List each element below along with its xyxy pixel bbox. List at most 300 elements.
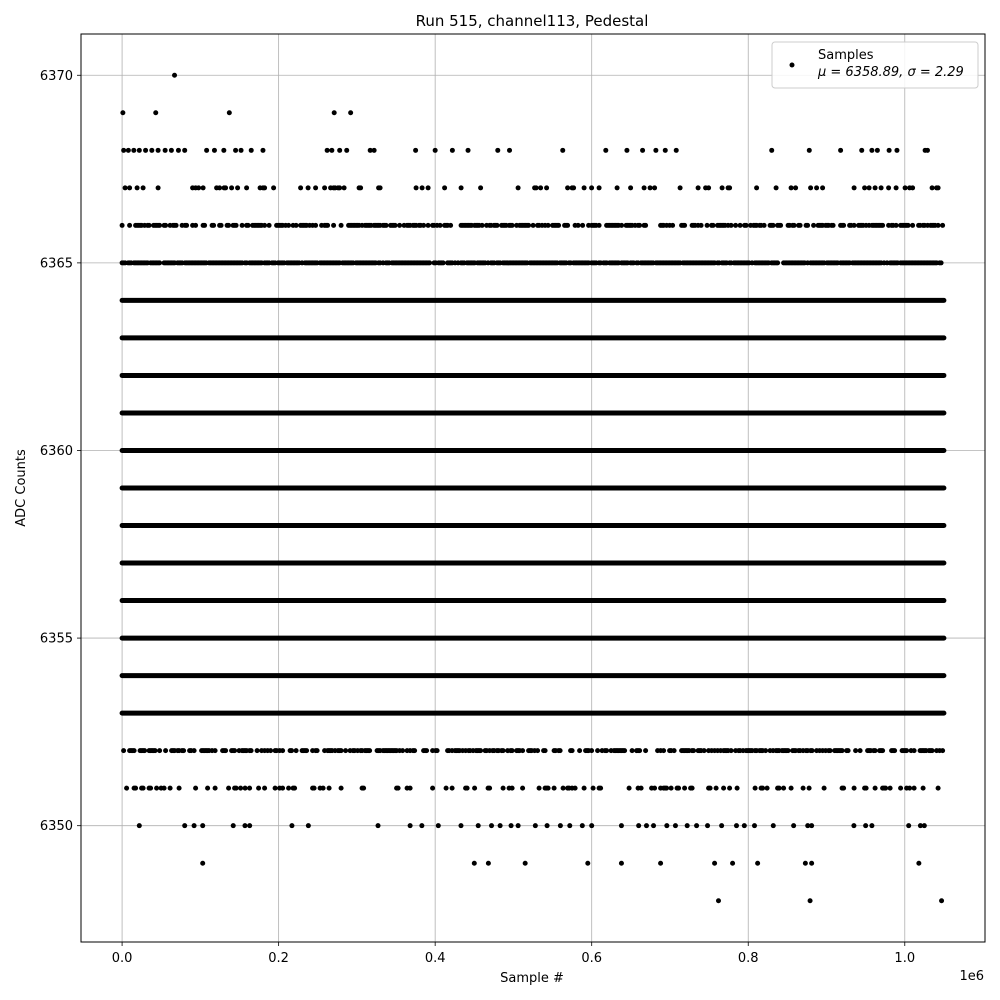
sample-point — [556, 223, 561, 228]
sample-point — [729, 223, 734, 228]
sample-point — [339, 223, 344, 228]
sample-point — [419, 823, 424, 828]
sample-point — [627, 786, 632, 791]
sample-point — [133, 786, 138, 791]
sample-point — [137, 148, 142, 153]
legend-stats: μ = 6358.89, σ = 2.29 — [818, 65, 964, 80]
sample-point — [412, 748, 417, 753]
sample-point — [807, 786, 812, 791]
sample-point — [534, 185, 539, 190]
sample-point — [255, 748, 260, 753]
sample-point — [624, 148, 629, 153]
sample-point — [840, 748, 845, 753]
sample-point — [329, 148, 334, 153]
sample-point — [142, 748, 147, 753]
sample-point — [705, 223, 710, 228]
sample-point — [852, 185, 857, 190]
sample-point — [670, 223, 675, 228]
sample-point — [372, 148, 377, 153]
sample-point — [742, 823, 747, 828]
sample-point — [904, 748, 909, 753]
sample-point — [682, 223, 687, 228]
sample-point — [192, 748, 197, 753]
sample-point — [200, 823, 205, 828]
sample-point — [343, 748, 348, 753]
sample-point — [182, 148, 187, 153]
sample-point — [169, 148, 174, 153]
sample-point — [531, 223, 536, 228]
sample-point — [781, 786, 786, 791]
sample-point — [682, 786, 687, 791]
sample-point — [262, 185, 267, 190]
sample-point — [910, 185, 915, 190]
sample-point — [510, 748, 515, 753]
sample-point — [851, 823, 856, 828]
sample-point — [910, 223, 915, 228]
sample-point — [589, 748, 594, 753]
sample-point — [400, 748, 405, 753]
sample-point — [476, 823, 481, 828]
sample-point — [157, 223, 162, 228]
sample-point — [163, 148, 168, 153]
sample-point — [630, 748, 635, 753]
sample-point — [436, 823, 441, 828]
sample-point — [869, 823, 874, 828]
sample-point — [636, 823, 641, 828]
sample-point — [727, 786, 732, 791]
sample-point — [894, 223, 899, 228]
sample-point — [637, 223, 642, 228]
sample-point — [762, 223, 767, 228]
x-tick-label: 0.6 — [581, 951, 603, 966]
sample-point — [231, 823, 236, 828]
sample-point — [327, 786, 332, 791]
sample-point — [702, 748, 707, 753]
sample-point — [716, 898, 721, 903]
sample-point — [879, 185, 884, 190]
sample-point — [652, 185, 657, 190]
sample-point — [869, 148, 874, 153]
sample-point — [156, 148, 161, 153]
sample-point — [558, 823, 563, 828]
sample-point — [546, 786, 551, 791]
sample-point — [438, 223, 443, 228]
sample-point — [213, 786, 218, 791]
sample-point — [603, 148, 608, 153]
sample-point — [495, 223, 500, 228]
sample-point — [706, 185, 711, 190]
sample-point — [673, 823, 678, 828]
sample-point — [690, 786, 695, 791]
sample-point — [205, 786, 210, 791]
sample-point — [396, 786, 401, 791]
sample-point — [939, 898, 944, 903]
sample-point — [852, 786, 857, 791]
sample-point — [526, 223, 531, 228]
sample-point — [229, 185, 234, 190]
sample-point — [181, 748, 186, 753]
sample-point — [936, 185, 941, 190]
sample-point — [887, 148, 892, 153]
sample-point — [286, 223, 291, 228]
sample-point — [694, 823, 699, 828]
sample-point — [149, 148, 154, 153]
sample-point — [408, 786, 413, 791]
sample-point — [771, 223, 776, 228]
sample-point — [147, 223, 152, 228]
sample-point — [619, 861, 624, 866]
sample-point — [507, 148, 512, 153]
sample-point — [256, 786, 261, 791]
sample-point — [242, 823, 247, 828]
sample-point — [652, 786, 657, 791]
sample-point — [162, 786, 167, 791]
sample-point — [678, 185, 683, 190]
sample-point — [775, 260, 780, 265]
sample-point — [212, 148, 217, 153]
sample-point — [223, 185, 228, 190]
x-tick-label: 0.0 — [111, 951, 133, 966]
sample-point — [226, 786, 231, 791]
sample-point — [643, 748, 648, 753]
sample-point — [822, 786, 827, 791]
sample-point — [765, 786, 770, 791]
sample-point — [202, 223, 207, 228]
sample-point — [348, 110, 353, 115]
sample-point — [240, 223, 245, 228]
sample-point — [658, 861, 663, 866]
sample-point — [227, 110, 232, 115]
sample-point — [570, 748, 575, 753]
sample-point — [289, 748, 294, 753]
sample-point — [663, 148, 668, 153]
sample-point — [640, 148, 645, 153]
sample-point — [487, 786, 492, 791]
sample-point — [639, 786, 644, 791]
sample-point — [595, 748, 600, 753]
sample-point — [273, 786, 278, 791]
sample-point — [810, 748, 815, 753]
x-tick-label: 0.2 — [268, 951, 289, 966]
sample-point — [280, 786, 285, 791]
sample-point — [561, 786, 566, 791]
sample-point — [280, 748, 285, 753]
sample-point — [509, 823, 514, 828]
sample-point — [808, 185, 813, 190]
sample-point — [135, 185, 140, 190]
sample-point — [426, 223, 431, 228]
sample-point — [567, 823, 572, 828]
sample-point — [808, 898, 813, 903]
sample-point — [791, 823, 796, 828]
sample-point — [249, 748, 254, 753]
sample-point — [312, 786, 317, 791]
sample-point — [828, 748, 833, 753]
sample-point — [589, 823, 594, 828]
sample-point — [873, 185, 878, 190]
sample-point — [315, 748, 320, 753]
sample-point — [545, 823, 550, 828]
sample-point — [883, 786, 888, 791]
sample-point — [306, 185, 311, 190]
sample-point — [143, 148, 148, 153]
sample-point — [738, 223, 743, 228]
x-tick-label: 0.8 — [737, 951, 759, 966]
sample-point — [120, 110, 125, 115]
sample-point — [478, 748, 483, 753]
sample-point — [192, 823, 197, 828]
sample-point — [378, 185, 383, 190]
sample-point — [580, 823, 585, 828]
sample-point — [577, 748, 582, 753]
sample-point — [585, 861, 590, 866]
sample-point — [424, 748, 429, 753]
sample-point — [193, 223, 198, 228]
sample-point — [413, 148, 418, 153]
sample-point — [427, 260, 432, 265]
y-tick-label: 6350 — [39, 819, 73, 835]
sample-point — [516, 823, 521, 828]
sample-point — [339, 748, 344, 753]
sample-point — [936, 223, 941, 228]
sample-point — [480, 223, 485, 228]
sample-point — [478, 185, 483, 190]
sample-point — [262, 786, 267, 791]
sample-point — [271, 185, 276, 190]
sample-point — [262, 223, 267, 228]
sample-point — [789, 185, 794, 190]
sample-point — [193, 786, 198, 791]
sample-point — [292, 786, 297, 791]
sample-point — [501, 786, 506, 791]
sample-point — [247, 823, 252, 828]
sample-point — [339, 786, 344, 791]
sample-point — [841, 223, 846, 228]
sample-point — [576, 223, 581, 228]
sample-point — [760, 786, 765, 791]
sample-point — [520, 786, 525, 791]
sample-point — [196, 185, 201, 190]
sample-point — [489, 823, 494, 828]
sample-point — [637, 748, 642, 753]
sample-point — [304, 748, 309, 753]
sample-point — [244, 185, 249, 190]
sample-point — [131, 148, 136, 153]
sample-point — [141, 185, 146, 190]
sample-point — [777, 786, 782, 791]
sample-point — [223, 748, 228, 753]
sample-point — [213, 748, 218, 753]
sample-point — [153, 748, 158, 753]
sample-point — [286, 786, 291, 791]
sample-point — [894, 148, 899, 153]
sample-point — [803, 861, 808, 866]
sample-point — [811, 223, 816, 228]
sample-point — [912, 748, 917, 753]
sample-point — [486, 861, 491, 866]
sample-point — [184, 223, 189, 228]
sample-point — [940, 223, 945, 228]
sample-point — [127, 223, 132, 228]
sample-point — [711, 223, 716, 228]
sample-point — [789, 786, 794, 791]
sample-point — [298, 185, 303, 190]
sample-point — [643, 223, 648, 228]
sample-point — [127, 185, 132, 190]
sample-point — [154, 786, 159, 791]
sample-point — [820, 185, 825, 190]
sample-point — [719, 823, 724, 828]
sample-point — [755, 861, 760, 866]
sample-point — [841, 786, 846, 791]
sample-point — [163, 748, 168, 753]
sample-point — [516, 185, 521, 190]
sample-point — [888, 786, 893, 791]
sample-point — [510, 786, 515, 791]
sample-point — [763, 748, 768, 753]
sample-point — [430, 786, 435, 791]
sample-point — [238, 786, 243, 791]
sample-point — [778, 223, 783, 228]
sample-point — [805, 223, 810, 228]
sample-point — [875, 148, 880, 153]
y-tick-label: 6365 — [39, 256, 73, 272]
sample-point — [798, 223, 803, 228]
sample-point — [873, 748, 878, 753]
sample-point — [809, 823, 814, 828]
sample-point — [730, 861, 735, 866]
sample-point — [172, 73, 177, 78]
chart-title: Run 515, channel113, Pedestal — [415, 12, 649, 30]
sample-point — [858, 748, 863, 753]
sample-point — [873, 786, 878, 791]
sample-point — [361, 786, 366, 791]
sample-point — [239, 148, 244, 153]
sample-point — [906, 823, 911, 828]
sample-point — [597, 185, 602, 190]
sample-point — [226, 223, 231, 228]
sample-point — [520, 748, 525, 753]
sample-point — [619, 823, 624, 828]
sample-point — [591, 786, 596, 791]
sample-point — [792, 223, 797, 228]
sample-point — [426, 185, 431, 190]
sample-point — [472, 861, 477, 866]
sample-point — [153, 110, 158, 115]
sample-point — [886, 185, 891, 190]
sample-point — [735, 786, 740, 791]
sample-point — [268, 748, 273, 753]
sample-point — [177, 786, 182, 791]
sample-point — [930, 185, 935, 190]
sample-point — [664, 823, 669, 828]
sample-point — [916, 861, 921, 866]
sample-point — [260, 148, 265, 153]
sample-point — [786, 748, 791, 753]
sample-point — [157, 260, 162, 265]
sample-point — [120, 223, 125, 228]
sample-point — [930, 748, 935, 753]
sample-point — [862, 185, 867, 190]
sample-point — [622, 748, 627, 753]
sample-point — [853, 748, 858, 753]
sample-point — [558, 748, 563, 753]
sample-point — [420, 185, 425, 190]
sample-point — [852, 223, 857, 228]
sample-point — [448, 223, 453, 228]
sample-point — [523, 861, 528, 866]
y-tick-label: 6360 — [39, 443, 73, 459]
sample-point — [537, 786, 542, 791]
sample-point — [769, 148, 774, 153]
sample-point — [126, 148, 131, 153]
sample-point — [892, 748, 897, 753]
sample-point — [814, 185, 819, 190]
sample-point — [393, 223, 398, 228]
sample-point — [615, 185, 620, 190]
sample-point — [674, 148, 679, 153]
sample-point — [903, 185, 908, 190]
sample-point — [580, 223, 585, 228]
sample-point — [325, 223, 330, 228]
sample-point — [163, 223, 168, 228]
sample-point — [604, 748, 609, 753]
sample-point — [571, 185, 576, 190]
legend — [772, 42, 978, 88]
sample-point — [867, 185, 872, 190]
sample-point — [313, 223, 318, 228]
sample-point — [573, 786, 578, 791]
sample-point — [582, 185, 587, 190]
y-axis-label: ADC Counts — [14, 449, 29, 527]
sample-point — [582, 786, 587, 791]
sample-point — [137, 823, 142, 828]
sample-point — [313, 185, 318, 190]
sample-point — [774, 185, 779, 190]
sample-point — [182, 823, 187, 828]
sample-point — [565, 223, 570, 228]
sample-point — [450, 148, 455, 153]
sample-point — [337, 185, 342, 190]
sample-point — [664, 786, 669, 791]
sample-point — [552, 786, 557, 791]
sample-point — [450, 786, 455, 791]
sample-point — [544, 185, 549, 190]
x-tick-label: 0.4 — [424, 951, 446, 966]
sample-point — [472, 786, 477, 791]
sample-point — [148, 786, 153, 791]
sample-point — [458, 823, 463, 828]
sample-point — [321, 786, 326, 791]
sample-point — [793, 185, 798, 190]
sample-point — [653, 148, 658, 153]
sample-point — [880, 223, 885, 228]
sample-point — [543, 748, 548, 753]
sample-point — [176, 148, 181, 153]
y-tick-label: 6355 — [39, 631, 73, 647]
sample-point — [289, 823, 294, 828]
sample-point — [648, 185, 653, 190]
sample-point — [619, 223, 624, 228]
sample-point — [691, 748, 696, 753]
sample-point — [466, 148, 471, 153]
sample-point — [898, 786, 903, 791]
sample-point — [864, 786, 869, 791]
sample-point — [863, 823, 868, 828]
legend-marker — [790, 63, 795, 68]
sample-point — [565, 185, 570, 190]
sample-point — [201, 185, 206, 190]
